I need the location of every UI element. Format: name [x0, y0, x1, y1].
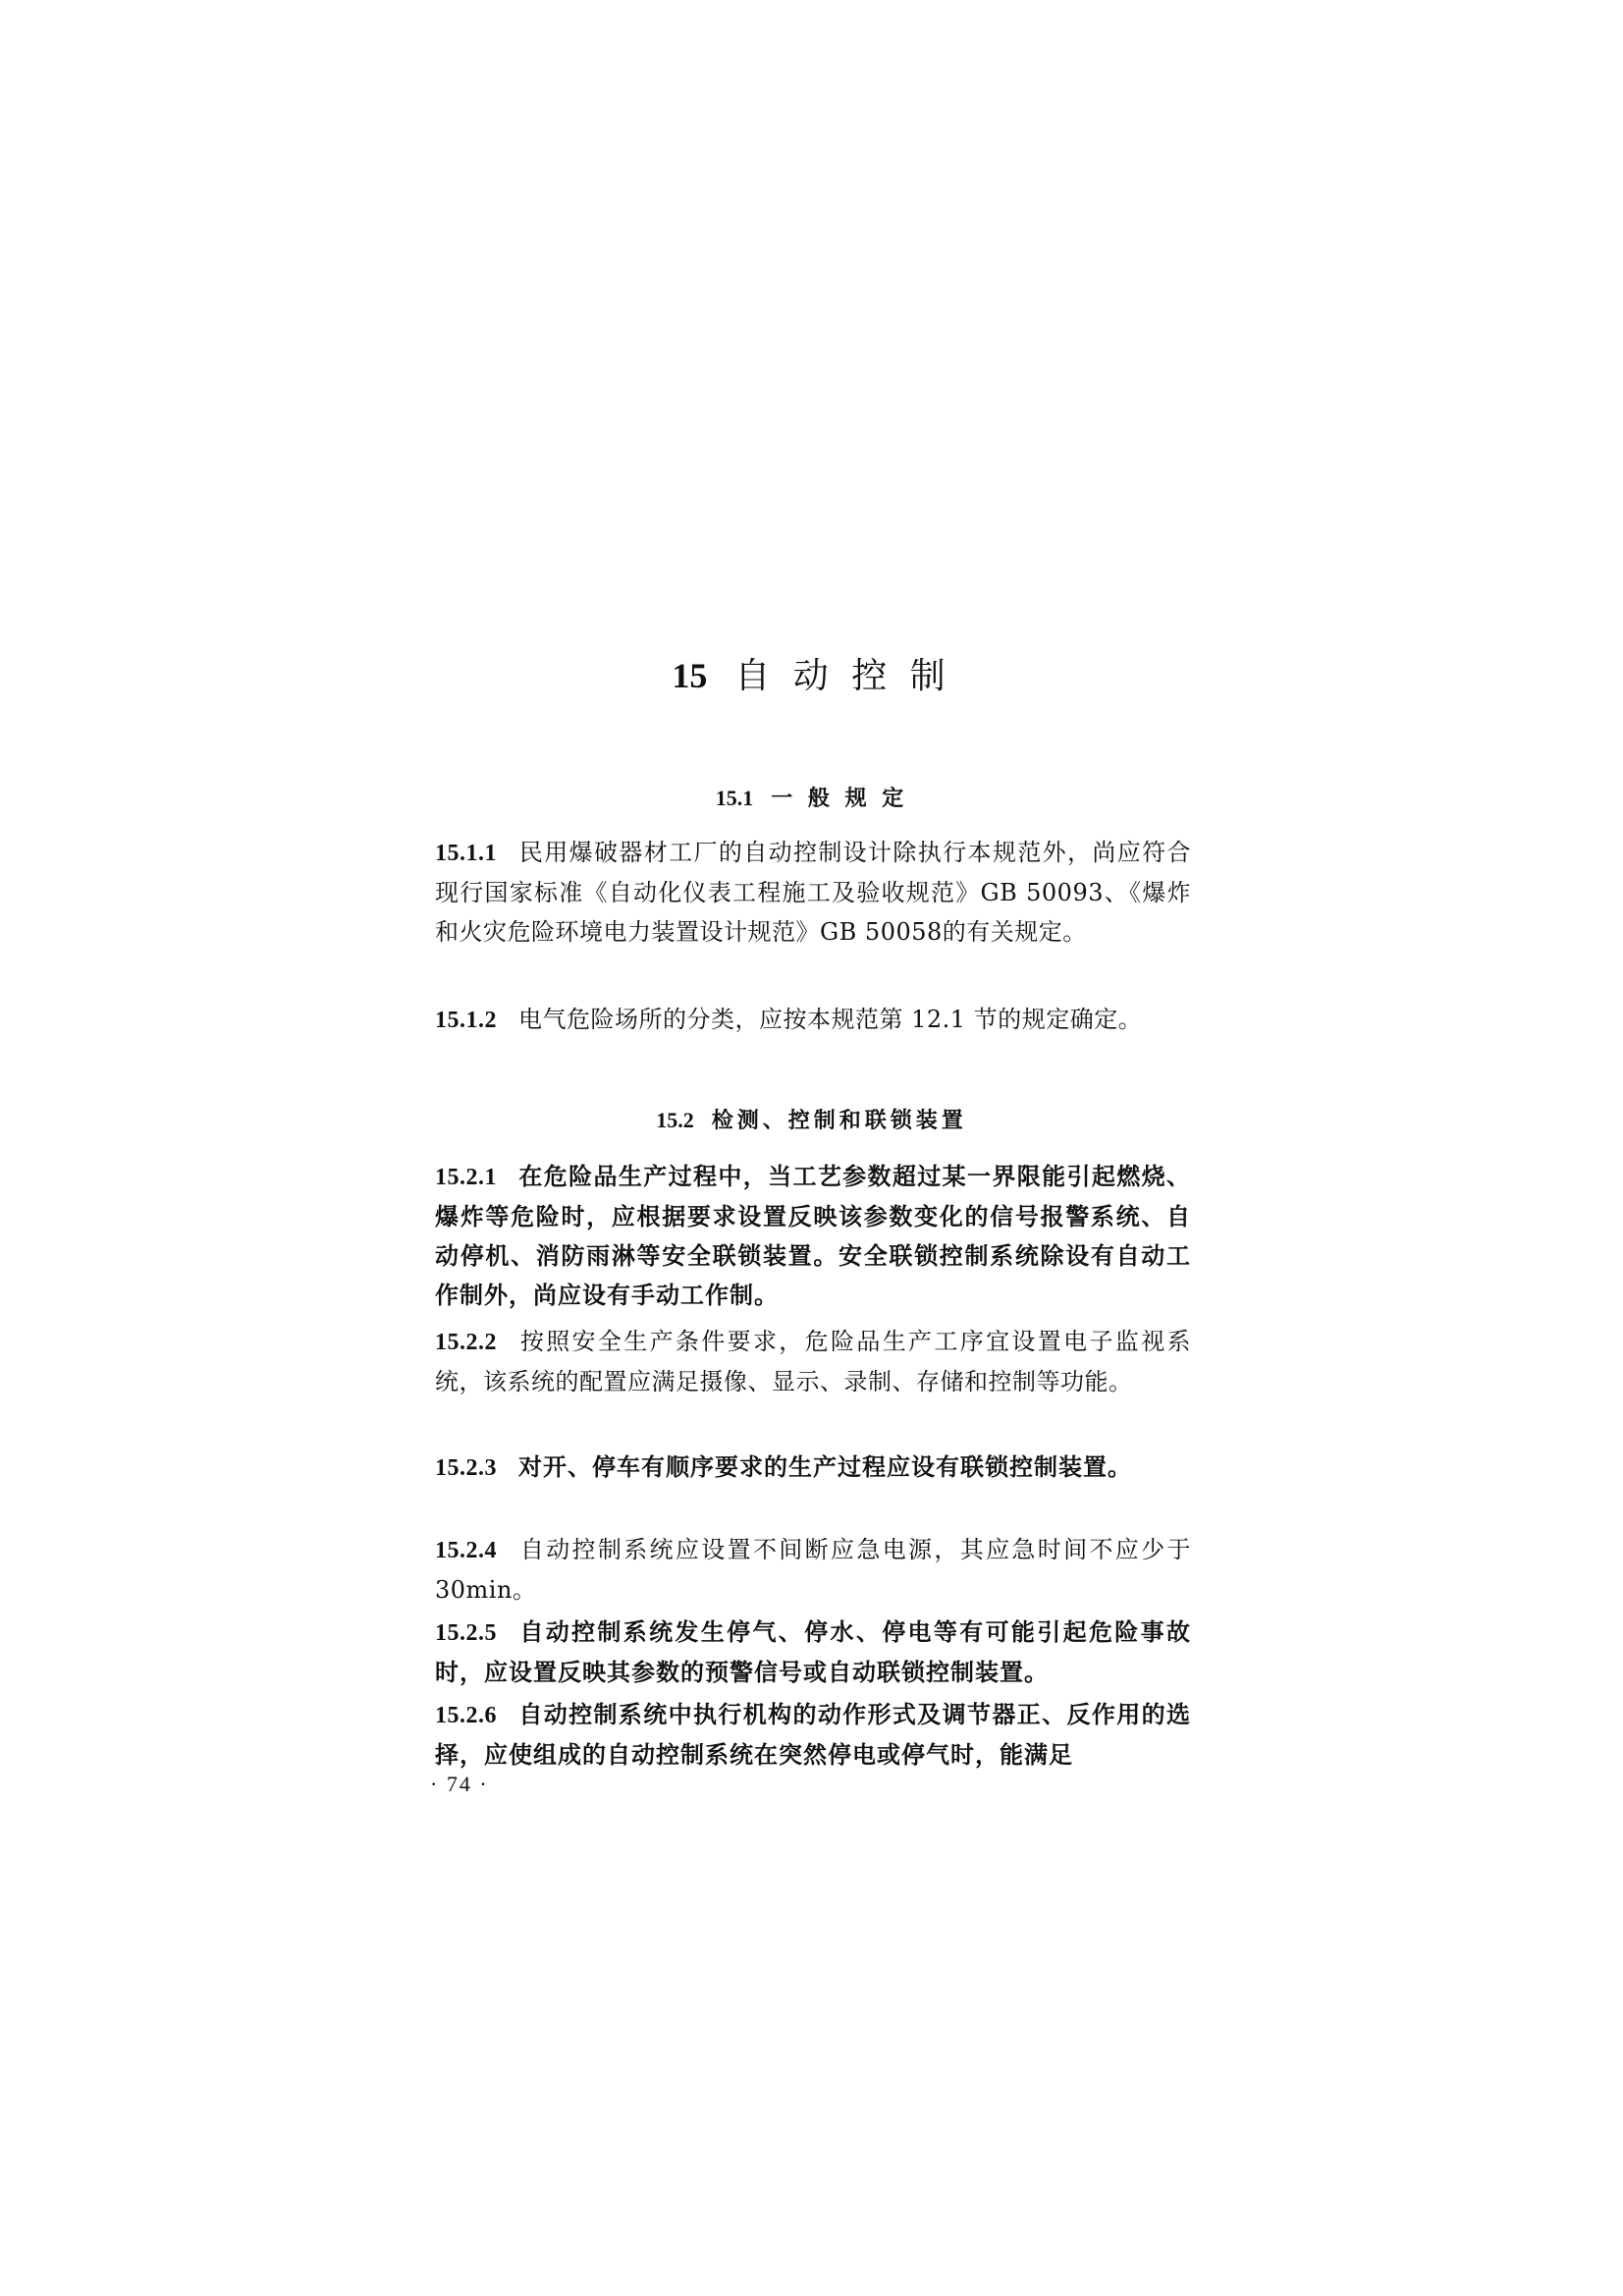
clause-number: 15.1.2 — [435, 1008, 497, 1033]
clause-15-2-4 — [435, 1530, 1191, 1610]
clause-text: 按照安全生产条件要求，危险品生产工序宜设置电子监视系统，该系统的配置应满足摄像、显示、录制、存储和控制等功能。 — [435, 1328, 1191, 1395]
chapter-number: 15 — [672, 656, 708, 695]
clause-text: 自动控制系统中执行机构的动作形式及调节器正、反作用的选择，应使组成的自动控制系统在突然停电或停气时，能满足 — [435, 1701, 1191, 1769]
section-title: 一 般 规 定 — [771, 787, 908, 811]
section-heading-15-1 — [0, 782, 1623, 812]
clause-text: 对开、停车有顺序要求的生产过程应设有联锁控制装置。 — [518, 1453, 1132, 1481]
chapter-title: 自 动 控 制 — [734, 656, 951, 696]
section-number: 15.1 — [715, 786, 754, 810]
clause-text: 民用爆破器材工厂的自动控制设计除执行本规范外，尚应符合现行国家标准《自动化仪表工程施工及验收规范》GB 50093、《爆炸和火灾危险环境电力装置设计规范》GB 50058的有关规定。 — [435, 839, 1191, 946]
clause-15-2-2 — [435, 1322, 1191, 1401]
chapter-heading — [0, 648, 1623, 698]
clause-15-2-1 — [435, 1157, 1191, 1315]
clause-number: 15.1.1 — [435, 841, 497, 866]
clause-number: 15.2.2 — [435, 1330, 497, 1355]
clause-text: 自动控制系统应设置不间断应急电源，其应急时间不应少于 30min。 — [435, 1536, 1191, 1604]
clause-text: 自动控制系统发生停气、停水、停电等有可能引起危险事故时，应设置反映其参数的预警信号或自动联锁控制装置。 — [435, 1618, 1191, 1686]
section-title: 检测、控制和联锁装置 — [711, 1109, 967, 1133]
clause-number: 15.2.6 — [435, 1703, 497, 1728]
clause-number: 15.2.1 — [435, 1165, 497, 1190]
clause-15-2-5 — [435, 1613, 1191, 1692]
clause-15-2-6 — [435, 1695, 1191, 1775]
clause-text: 电气危险场所的分类，应按本规范第 12.1 节的规定确定。 — [518, 1006, 1143, 1033]
clause-15-2-3 — [435, 1448, 1191, 1488]
clause-15-1-1 — [435, 833, 1191, 952]
clause-15-1-2 — [435, 1000, 1191, 1040]
section-number: 15.2 — [656, 1108, 694, 1132]
clause-number: 15.2.3 — [435, 1455, 497, 1481]
clause-number: 15.2.5 — [435, 1620, 497, 1646]
clause-number: 15.2.4 — [435, 1538, 497, 1563]
page-number: · 74 · — [430, 1772, 489, 1796]
clause-text: 在危险品生产过程中，当工艺参数超过某一界限能引起燃烧、爆炸等危险时，应根据要求设置反映该参数变化的信号报警系统、自动停机、消防雨淋等安全联锁装置。安全联锁控制系统除设有自动工作制外，尚应设有手动工作制。 — [435, 1163, 1191, 1309]
section-heading-15-2 — [0, 1104, 1623, 1134]
